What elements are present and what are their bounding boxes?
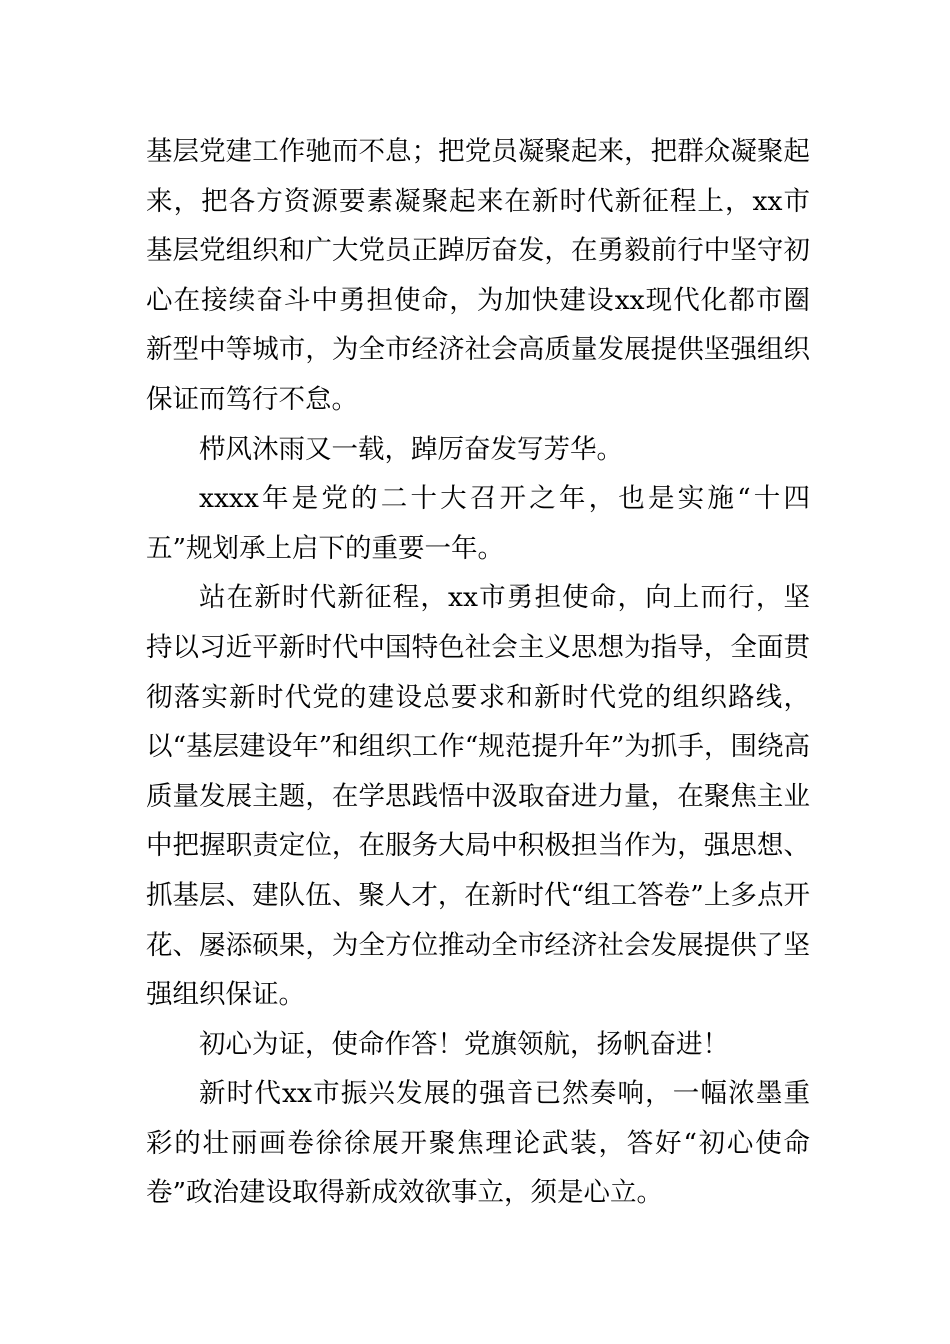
paragraph-6: 新时代xx市振兴发展的强音已然奏响，一幅浓墨重彩的壮丽画卷徐徐展开聚焦理论武装，答好“初心使命卷”政治建设取得新成效欲事立，须是心立。 (146, 1078, 810, 1209)
paragraph-3: xxxx年是党的二十大召开之年，也是实施“十四五”规划承上启下的重要一年。 (146, 483, 810, 564)
document-body (146, 127, 810, 1218)
paragraph-2: 栉风沐雨又一载，踔厉奋发写芳华。 (199, 433, 623, 465)
paragraph-4: 站在新时代新征程，xx市勇担使命，向上而行，坚持以习近平新时代中国特色社会主义思想为指导，全面贯彻落实新时代党的建设总要求和新时代党的组织路线，以“基层建设年”和组织工作“规范提升年”为抓手，围绕高质量发展主题，在学思践悟中汲取奋进力量，在聚焦主业中把握职责定位，在服务大局中积极担当作为，强思想、抓基层、建队伍、聚人才，在新时代“组工答卷”上多点开花、屡添硕果，为全方位推动全市经济社会发展提供了坚强组织保证。 (146, 582, 810, 1011)
paragraph-1: 基层党建工作驰而不息；把党员凝聚起来，把群众凝聚起来，把各方资源要素凝聚起来在新时代新征程上，xx市基层党组织和广大党员正踔厉奋发，在勇毅前行中坚守初心在接续奋斗中勇担使命，为加快建设xx现代化都市圈新型中等城市，为全市经济社会高质量发展提供坚强组织保证而笃行不怠。 (146, 136, 810, 415)
paragraph-5: 初心为证，使命作答！党旗领航，扬帆奋进！ (199, 1028, 729, 1060)
